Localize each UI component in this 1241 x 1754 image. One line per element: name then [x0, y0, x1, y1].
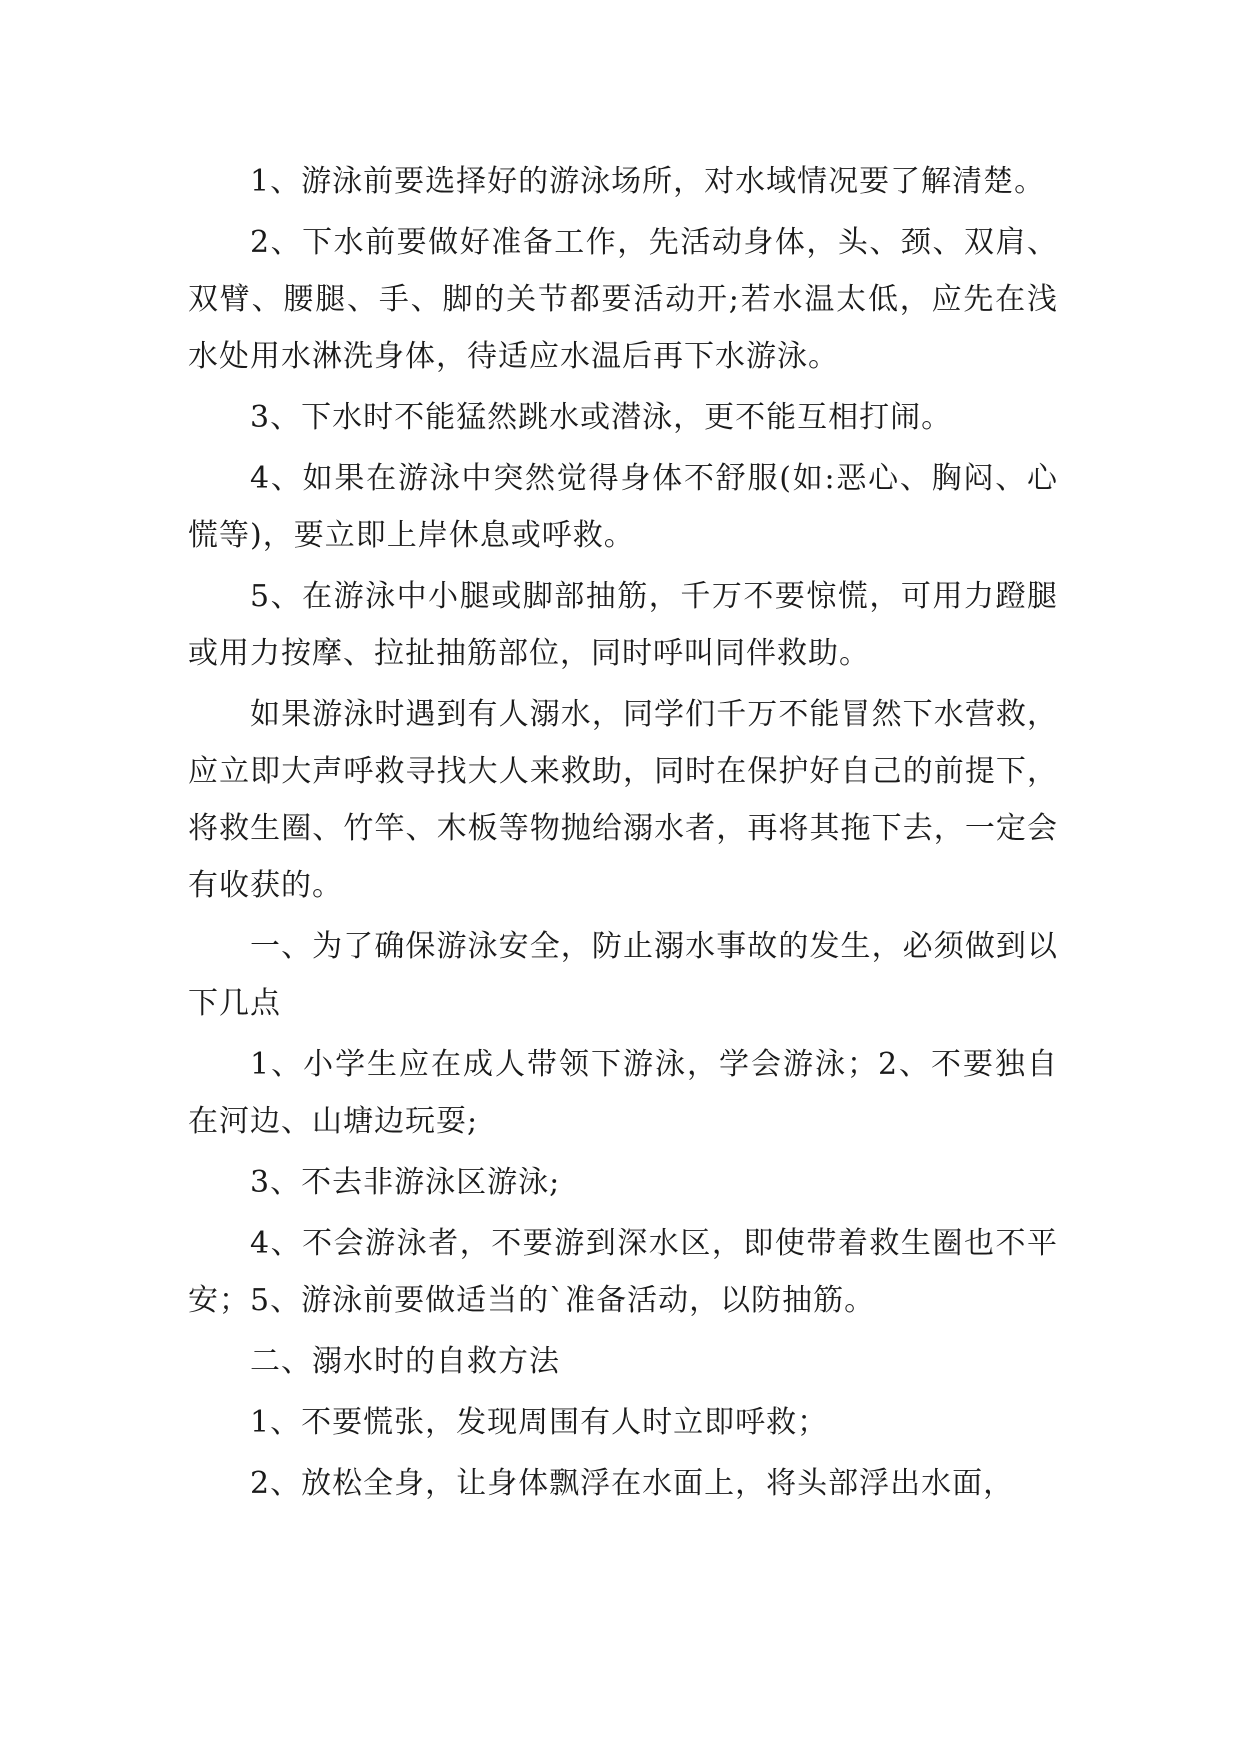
paragraph: 1、不要慌张，发现周围有人时立即呼救； [250, 1405, 829, 1440]
paragraph: 3、下水时不能猛然跳水或潜泳，更不能互相打闹。 [250, 400, 953, 435]
paragraph: 4、不会游泳者，不要游到深水区，即使带着救生圈也不平安；5、游泳前要做适当的`准备活动，以防抽筋。 [188, 1226, 1058, 1318]
document-body [188, 153, 1058, 1512]
paragraph: 4、如果在游泳中突然觉得身体不舒服(如:恶心、胸闷、心慌等)，要立即上岸休息或呼救。 [188, 461, 1058, 553]
paragraph: 二、溺水时的自救方法 [250, 1344, 560, 1379]
paragraph: 2、下水前要做好准备工作，先活动身体，头、颈、双肩、双臂、腰腿、手、脚的关节都要活动开;若水温太低，应先在浅水处用水淋洗身体，待适应水温后再下水游泳。 [188, 225, 1058, 374]
paragraph: 一、为了确保游泳安全，防止溺水事故的发生，必须做到以下几点 [188, 929, 1058, 1021]
paragraph: 1、游泳前要选择好的游泳场所，对水域情况要了解清楚。 [250, 164, 1046, 199]
paragraph: 3、不去非游泳区游泳; [250, 1165, 561, 1200]
paragraph: 2、放松全身，让身体飘浮在水面上，将头部浮出水面， [250, 1466, 1015, 1501]
paragraph: 5、在游泳中小腿或脚部抽筋，千万不要惊慌，可用力蹬腿或用力按摩、拉扯抽筋部位，同时呼叫同伴救助。 [188, 579, 1058, 671]
paragraph: 如果游泳时遇到有人溺水，同学们千万不能冒然下水营救，应立即大声呼救寻找大人来救助，同时在保护好自己的前提下，将救生圈、竹竿、木板等物抛给溺水者，再将其拖下去，一定会有收获的。 [188, 697, 1058, 903]
paragraph: 1、小学生应在成人带领下游泳，学会游泳；2、不要独自在河边、山塘边玩耍; [188, 1047, 1058, 1139]
